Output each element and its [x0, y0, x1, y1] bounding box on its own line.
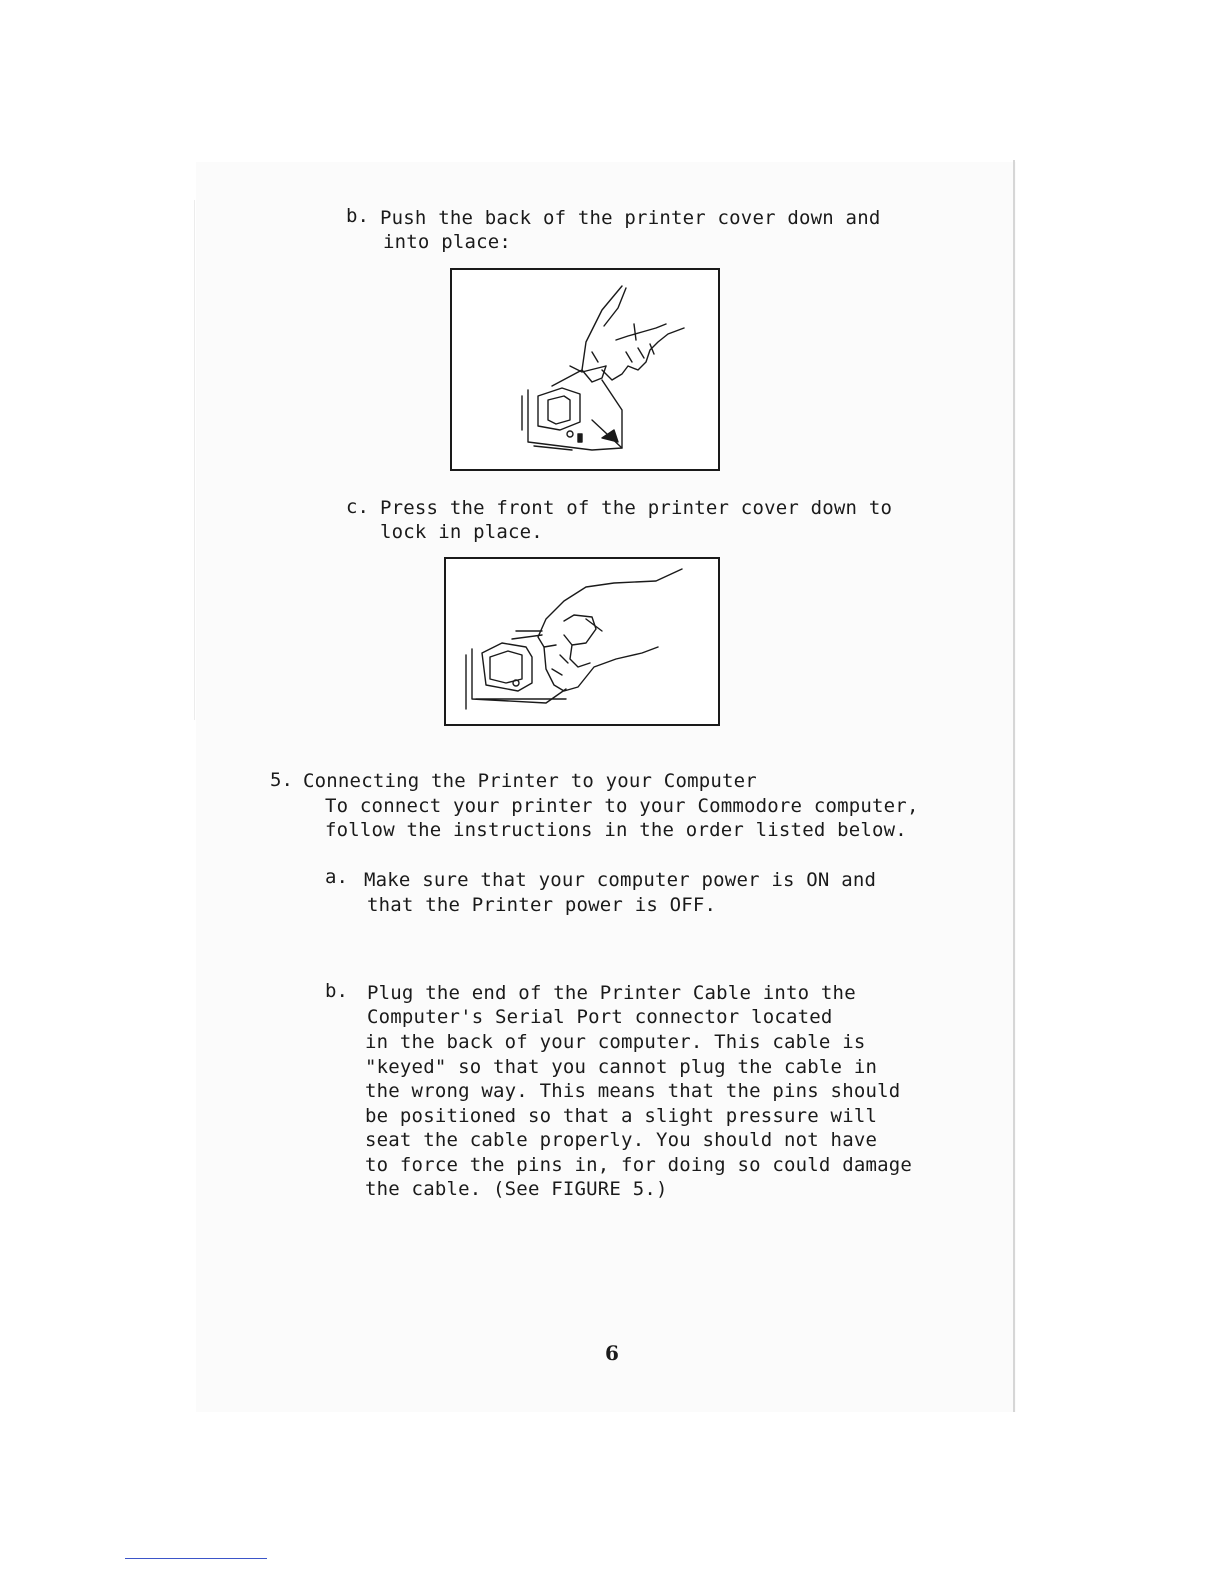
- step-a-line-1: Make sure that your computer power is ON and: [364, 869, 877, 891]
- step-a-marker: a.: [325, 866, 348, 888]
- figure-press-cover-front: [444, 557, 720, 726]
- step-b-line-1: Push the back of the printer cover down and: [380, 207, 881, 229]
- page-number: 6: [605, 1341, 619, 1365]
- section-5-heading: Connecting the Printer to your Computer: [303, 770, 757, 792]
- step-c-marker: c.: [346, 496, 369, 518]
- section-5-marker: 5.: [270, 769, 293, 791]
- cable-line-2: Computer's Serial Port connector located: [367, 1006, 833, 1028]
- cable-line-6: be positioned so that a slight pressure will: [365, 1105, 878, 1127]
- step-c-line-2: lock in place.: [380, 521, 543, 543]
- section-5-intro-2: follow the instructions in the order listed below.: [325, 819, 907, 841]
- step-b-marker: b.: [346, 205, 369, 227]
- cable-line-3: in the back of your computer. This cable is: [365, 1031, 866, 1053]
- cable-line-4: "keyed" so that you cannot plug the cable in: [365, 1056, 878, 1078]
- page-edge-right: [1013, 160, 1015, 1412]
- cable-line-8: to force the pins in, for doing so could damage: [365, 1154, 913, 1176]
- step-a-line-2: that the Printer power is OFF.: [367, 894, 717, 916]
- page-edge-left: [194, 200, 195, 720]
- step-b-line-2: into place:: [383, 231, 512, 253]
- section-5-intro-1: To connect your printer to your Commodore computer,: [325, 795, 919, 817]
- cable-line-7: seat the cable properly. You should not have: [365, 1129, 878, 1151]
- cable-line-1: Plug the end of the Printer Cable into the: [367, 982, 856, 1004]
- hand-pressing-cover-icon: [446, 559, 718, 724]
- cable-line-9: the cable. (See FIGURE 5.): [365, 1178, 668, 1200]
- step-c-line-1: Press the front of the printer cover down to: [380, 497, 893, 519]
- figure-push-cover-back: [450, 268, 720, 471]
- bottom-rule: [125, 1558, 267, 1559]
- step-b-cable-marker: b.: [325, 980, 348, 1002]
- hand-pushing-cover-icon: [452, 270, 718, 469]
- cable-line-5: the wrong way. This means that the pins should: [365, 1080, 901, 1102]
